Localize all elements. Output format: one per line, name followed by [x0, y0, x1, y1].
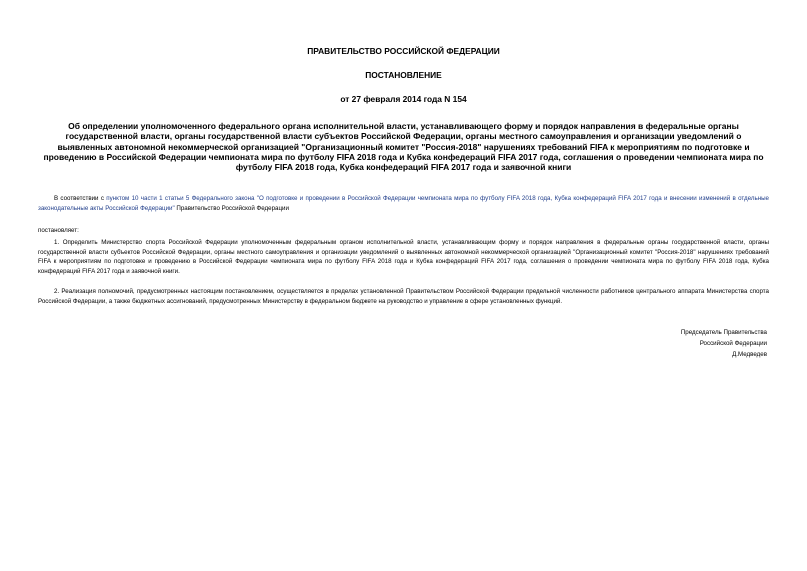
resolves-label: постановляет: [38, 227, 79, 234]
date-number-heading: от 27 февраля 2014 года N 154 [340, 94, 467, 104]
preamble-suffix: Правительство Российской Федерации [174, 204, 289, 212]
item-1-paragraph: 1. Определить Министерство спорта Российской Федерации уполномоченным федеральным органом исполнительной власти, устанавливающим форму и порядок направления в федеральные органы государственной власти, органы государственной власти субъектов Российской Федерации, органы местного самоуправления и организации уведомлений о выявленных автономной некоммерческой организацией "Организационный комитет "Россия-2018" нарушениях требований FIFA к мероприятиям по подготовке и проведению в Российской Федерации чемпионата мира по футболу FIFA 2018 года и Кубка конфедераций FIFA 2017 года, соглашения о проведении чемпионата мира по футболу FIFA 2018 года, Кубка конфедераций FIFA 2017 года и заявочной книги. [38, 239, 769, 275]
federal-law-link[interactable]: пунктом 10 части 1 статьи 5 Федерального закона "О подготовке и проведении в Российской Федерации чемпионата мира по футболу FIFA 2018 года, Кубка конфедераций FIFA 2017 года и внесении изменений в отдельные законодательные акты Российской Федерации" [38, 195, 770, 212]
government-heading: ПРАВИТЕЛЬСТВО РОССИЙСКОЙ ФЕДЕРАЦИИ [307, 46, 500, 56]
item-2-paragraph: 2. Реализация полномочий, предусмотренных настоящим постановлением, осуществляется в пределах установленной Правительством Российской Федерации предельной численности работников центрального аппарата Министерства спорта Российской Федерации, а также бюджетных ассигнований, предусмотренных Министерству в федеральном бюджете на руководство и управление в сфере установленных функций. [38, 288, 769, 305]
signature-country: Российской Федерации [699, 340, 767, 348]
document-title: Об определении уполномоченного федерального органа исполнительной власти, устанавливающего форму и порядок направления в федеральные органы государственной власти, органы государственной власти субъектов Российской Федерации, органы местного самоуправления и организации уведомлений о выявленных автономной некоммерческой организацией "Организационный комитет "Россия-2018" нарушениях требований FIFA к мероприятиям по подготовке и проведению в Российской Федерации чемпионата мира по футболу FIFA 2018 года и Кубка конфедераций FIFA 2017 года, соглашения о проведении чемпионата мира по футболу FIFA 2018 года, Кубка конфедераций FIFA 2017 года и заявочной книги [43, 121, 764, 173]
signature-name: Д.Медведев [732, 351, 767, 359]
document-type-heading: ПОСТАНОВЛЕНИЕ [365, 70, 442, 80]
signature-block [567, 327, 767, 361]
signature-position: Председатель Правительства [680, 329, 767, 336]
preamble-paragraph [38, 194, 769, 213]
preamble-prefix: В соответствии с [54, 195, 107, 202]
